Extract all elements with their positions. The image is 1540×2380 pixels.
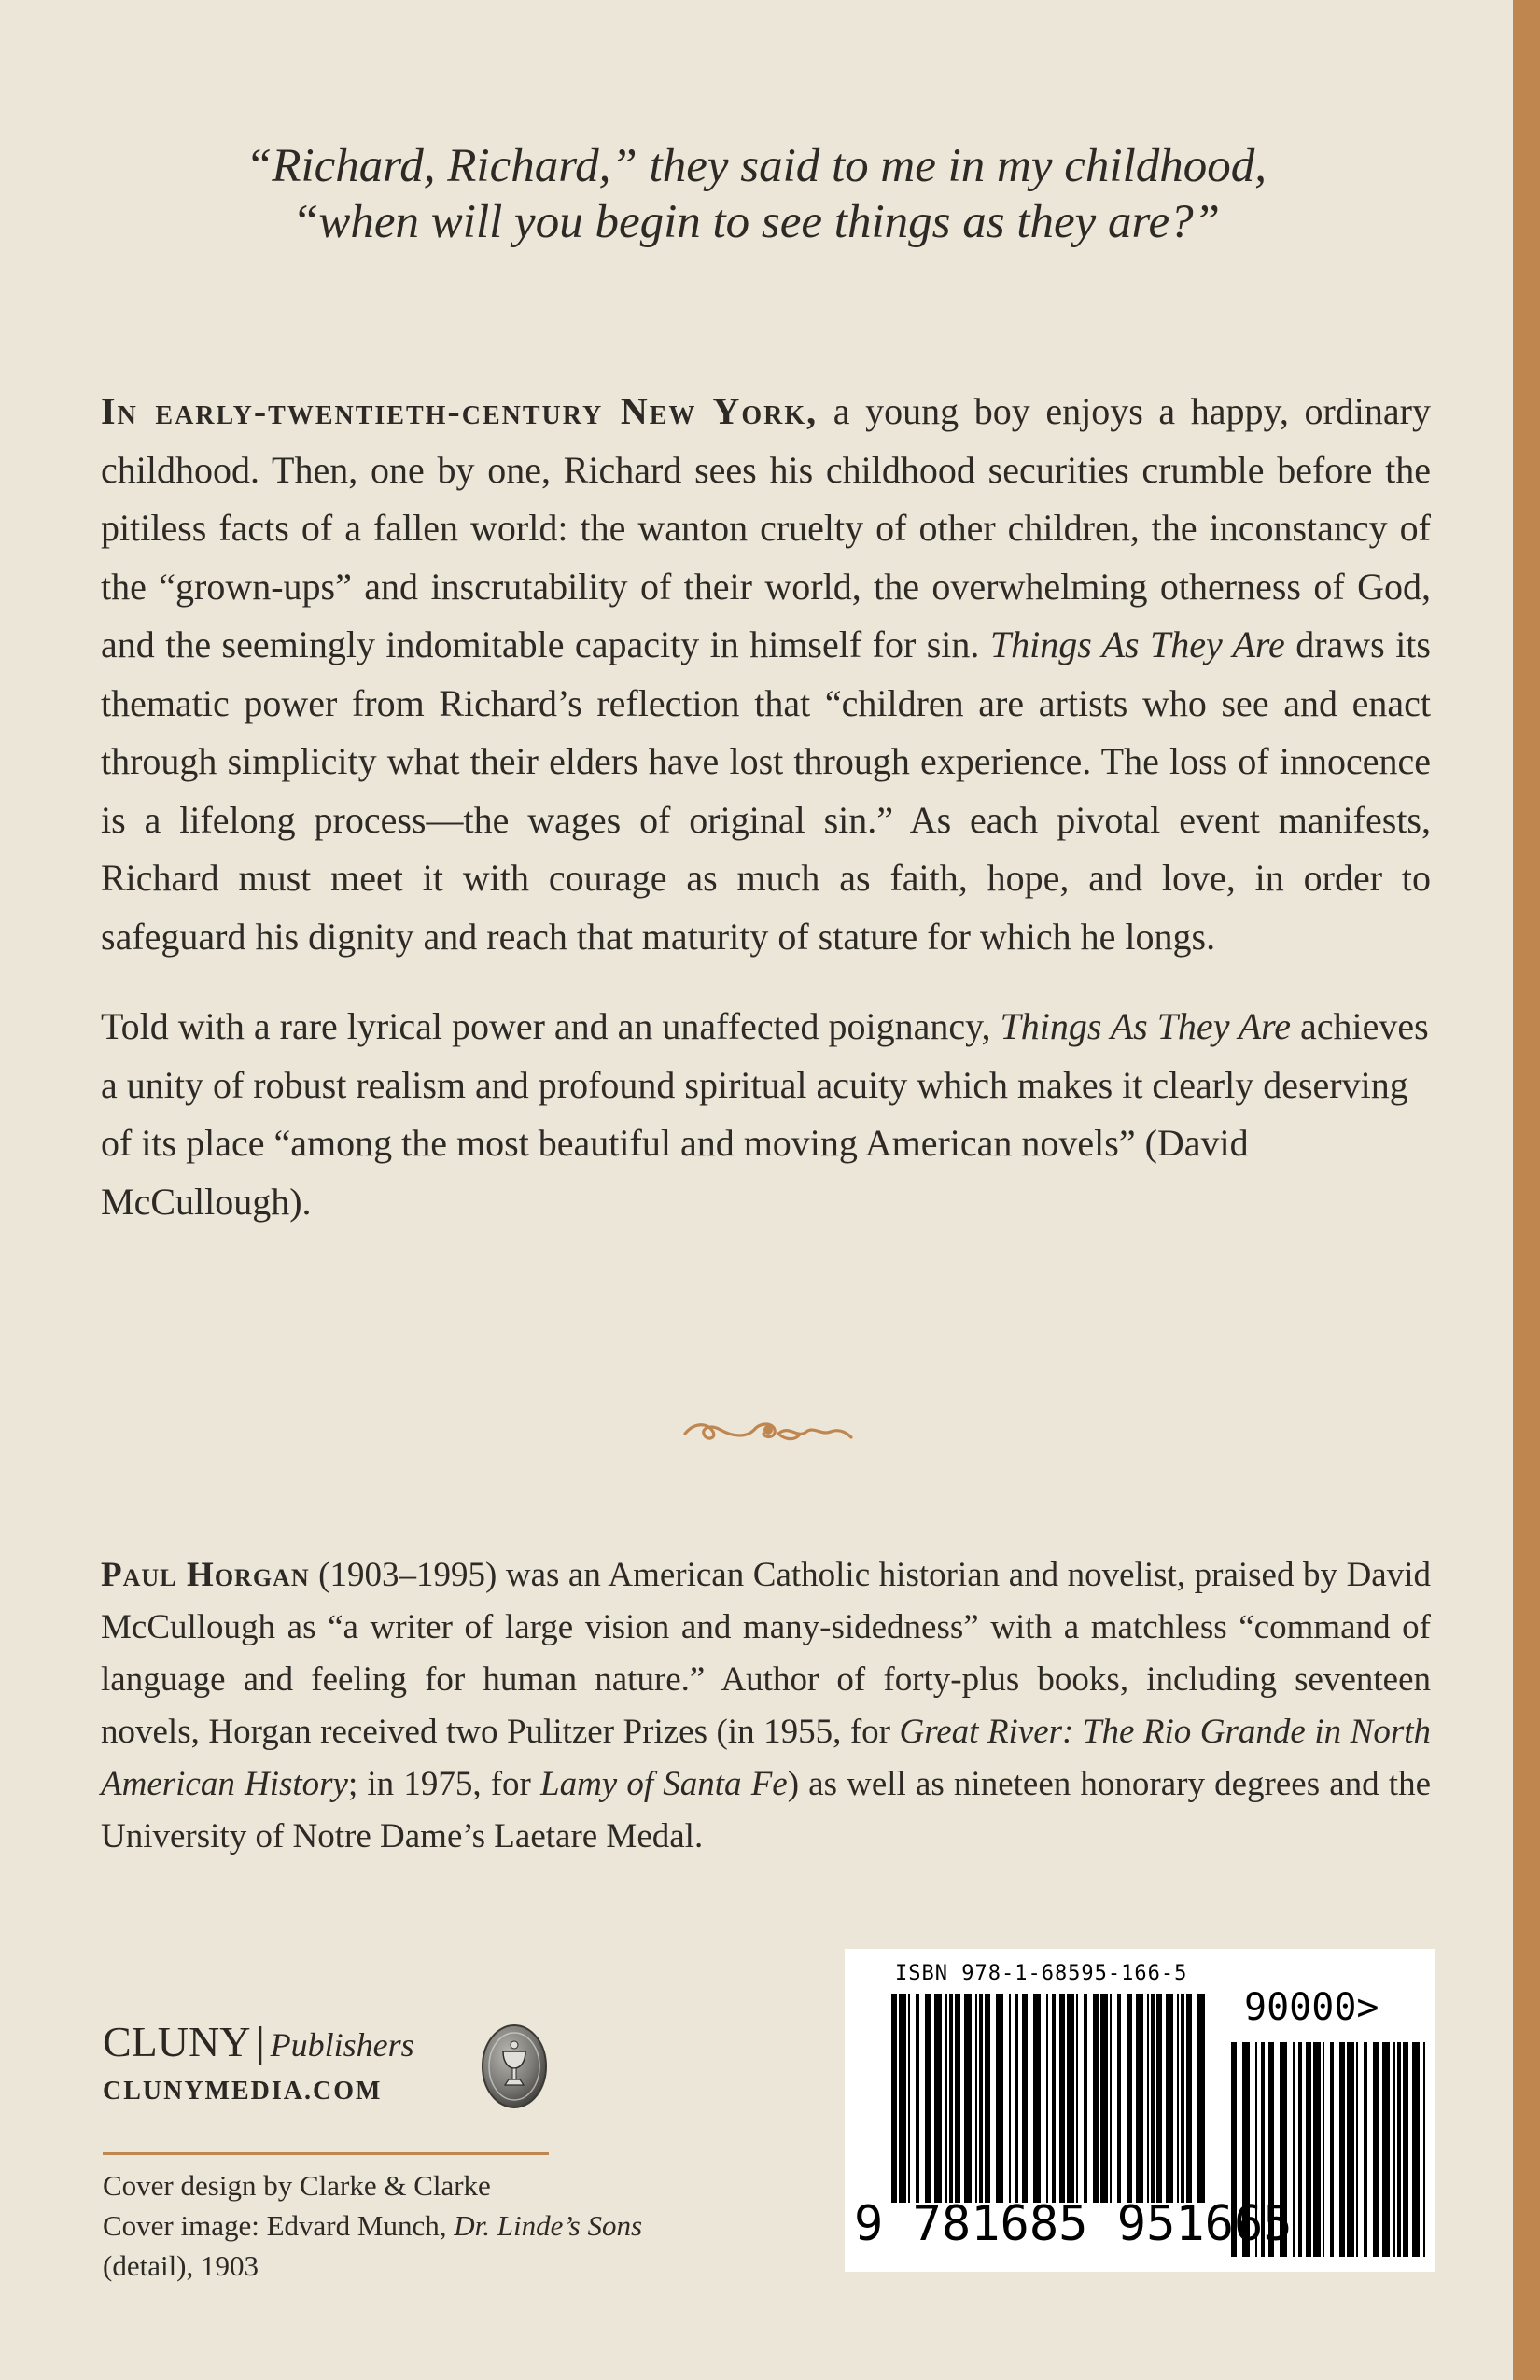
spine-stripe [1513, 0, 1540, 2380]
cover-credits [103, 2165, 756, 2286]
bio-title-2: Lamy of Santa Fe [540, 1765, 788, 1803]
description-text-2b: achieves a unity of robust realism and profound spiritual acuity which makes it clearly deserving of its place “among the most beautiful and moving American novels” (David McCullough). [101, 1005, 1429, 1223]
barcode-bar [1156, 1994, 1162, 2203]
cover-design-credit: Cover design by Clarke & Clarke [103, 2169, 491, 2202]
barcode-bar [945, 1994, 947, 2203]
barcode-bar [1393, 2042, 1395, 2257]
author-bio [101, 1549, 1431, 1863]
barcode-bar [996, 1994, 1003, 2203]
barcode-bar [1093, 1994, 1099, 2203]
publisher-name-text: CLUNY [103, 2018, 251, 2065]
barcode-bar [925, 1994, 931, 2203]
barcode-bar [1100, 1994, 1108, 2203]
cover-image-prefix: Cover image: Edvard Munch, [103, 2209, 455, 2242]
barcode-bar [979, 1994, 983, 2203]
epigraph-line-1: “Richard, Richard,” they said to me in my childhood, [245, 140, 1267, 192]
barcode-bar [1022, 1994, 1028, 2203]
publisher-divider [103, 2152, 549, 2155]
publisher-url: CLUNYMEDIA.COM [103, 2077, 383, 2106]
barcode-bar [1197, 1994, 1205, 2203]
barcode-bar [1356, 2042, 1358, 2257]
barcode-bar [934, 1994, 942, 2203]
barcode-bar [1110, 1994, 1112, 2203]
author-name: Paul Horgan [101, 1556, 310, 1594]
description-paragraph-1 [101, 383, 1431, 966]
barcode-bar [916, 1994, 919, 2203]
isbn-label: ISBN 978-1-68595-166-5 [895, 1962, 1188, 1985]
barcode-bar [1084, 1994, 1087, 2203]
barcode-bar [1136, 1994, 1143, 2203]
book-description [101, 383, 1431, 1231]
bio-text-c: ) as well as nineteen honorary degrees and the University of Notre Dame’s Laetare Medal. [101, 1765, 1431, 1855]
barcode-bar [985, 1994, 990, 2203]
chalice-seal-icon [481, 2023, 548, 2109]
barcode-bar [1364, 2042, 1367, 2257]
barcode-bar [1293, 2042, 1295, 2257]
description-paragraph-2 [101, 998, 1431, 1231]
publisher-separator: | [256, 2018, 265, 2065]
barcode-bar [1067, 1994, 1074, 2203]
description-lead: In early-twentieth-century New York, [101, 390, 819, 432]
book-title-mention-2: Things As They Are [1000, 1005, 1291, 1047]
barcode-bar [1298, 2042, 1302, 2257]
barcode-addon-digits: 90000> [1244, 1986, 1379, 2029]
barcode-bar [1046, 1994, 1048, 2203]
barcode-bar [1009, 1994, 1011, 2203]
publisher-subtitle: Publishers [270, 2026, 414, 2064]
barcode-bar [1151, 1994, 1155, 2203]
barcode-bar [1177, 1994, 1179, 2203]
barcode-bar [1423, 2042, 1425, 2257]
barcode-bar [1052, 1994, 1056, 2203]
description-text-2a: Told with a rare lyrical power and an unaffected poignancy, [101, 1005, 1001, 1047]
description-text-1a: a young boy enjoys a happy, ordinary childhood. Then, one by one, Richard sees his childhood securities crumble before the pitiless facts of a fallen world: the wanton cruelty of other children, the inconstancy of the “grown-ups” and inscrutability of their world, the overwhelming otherness of God, and the seemingly indomitable capacity in himself for sin. [101, 390, 1431, 665]
author-bio-paragraph [101, 1549, 1431, 1863]
barcode-digits: 9 781685 951665 [854, 2196, 1293, 2252]
description-text-1b: draws its thematic power from Richard’s reflection that “children are artists who see and enact through simplicity what their elders have lost through experience. The loss of innocence is a lifelong process—the wages of original sin.” As each pivotal event manifests, Richard must meet it with courage as much as faith, hope, and love, in order to safeguard his dignity and reach that maturity of stature for which he longs. [101, 623, 1431, 958]
flourish-ornament-icon [681, 1409, 855, 1450]
epigraph-line-2: “when will you begin to see things as they are?” [292, 196, 1220, 248]
barcode-bar [1181, 1994, 1184, 2203]
epigraph [121, 138, 1391, 250]
bio-text-a: (1903–1995) was an American Catholic historian and novelist, praised by David McCullough as “a writer of large vision and many-sidedness” with a matchless “command of language and feeling for human nature.” Author of forty-plus books, including seventeen novels, Horgan received two Pulitzer Prizes (in 1955, for [101, 1556, 1431, 1751]
barcode-bar [1397, 2042, 1401, 2257]
barcode-bar [1339, 2042, 1345, 2257]
barcode-bar [955, 1994, 960, 2203]
barcode-bar [964, 1994, 972, 2203]
barcode-bar [1033, 1994, 1041, 2203]
barcode-bar [1015, 1994, 1018, 2203]
barcode-bar [1347, 2042, 1354, 2257]
barcode-bar [908, 1994, 910, 2203]
barcode-bar [1059, 1994, 1065, 2203]
barcode-bar [1166, 1994, 1173, 2203]
barcode-bar [975, 1994, 977, 2203]
barcode-bar [1117, 1994, 1121, 2203]
isbn-barcode [845, 1949, 1435, 2272]
barcode-bar [899, 1994, 906, 2203]
barcode-bar [891, 1994, 897, 2203]
barcode-bar [1323, 2042, 1324, 2257]
barcode-bar [1313, 2042, 1321, 2257]
barcode-bar [1403, 2042, 1408, 2257]
cover-image-suffix: (detail), 1903 [103, 2249, 259, 2282]
barcode-bar [1306, 2042, 1311, 2257]
barcode-bar [1330, 2042, 1334, 2257]
barcode-bar [1373, 2042, 1379, 2257]
bio-text-b: ; in 1975, for [347, 1765, 540, 1803]
barcode-bar [1382, 2042, 1390, 2257]
barcode-bar [1186, 1994, 1192, 2203]
barcode-bar [1127, 1994, 1132, 2203]
barcode-bar [1076, 1994, 1078, 2203]
book-title-mention-1: Things As They Are [989, 623, 1285, 665]
barcode-bar [1412, 2042, 1420, 2257]
cover-image-title: Dr. Linde’s Sons [454, 2209, 643, 2242]
barcode-bar [949, 1994, 953, 2203]
bio-title-1: Great River: The Rio Grande in North American History [101, 1713, 1431, 1803]
barcode-bar [1147, 1994, 1149, 2203]
cover-image-credit [103, 2205, 756, 2246]
